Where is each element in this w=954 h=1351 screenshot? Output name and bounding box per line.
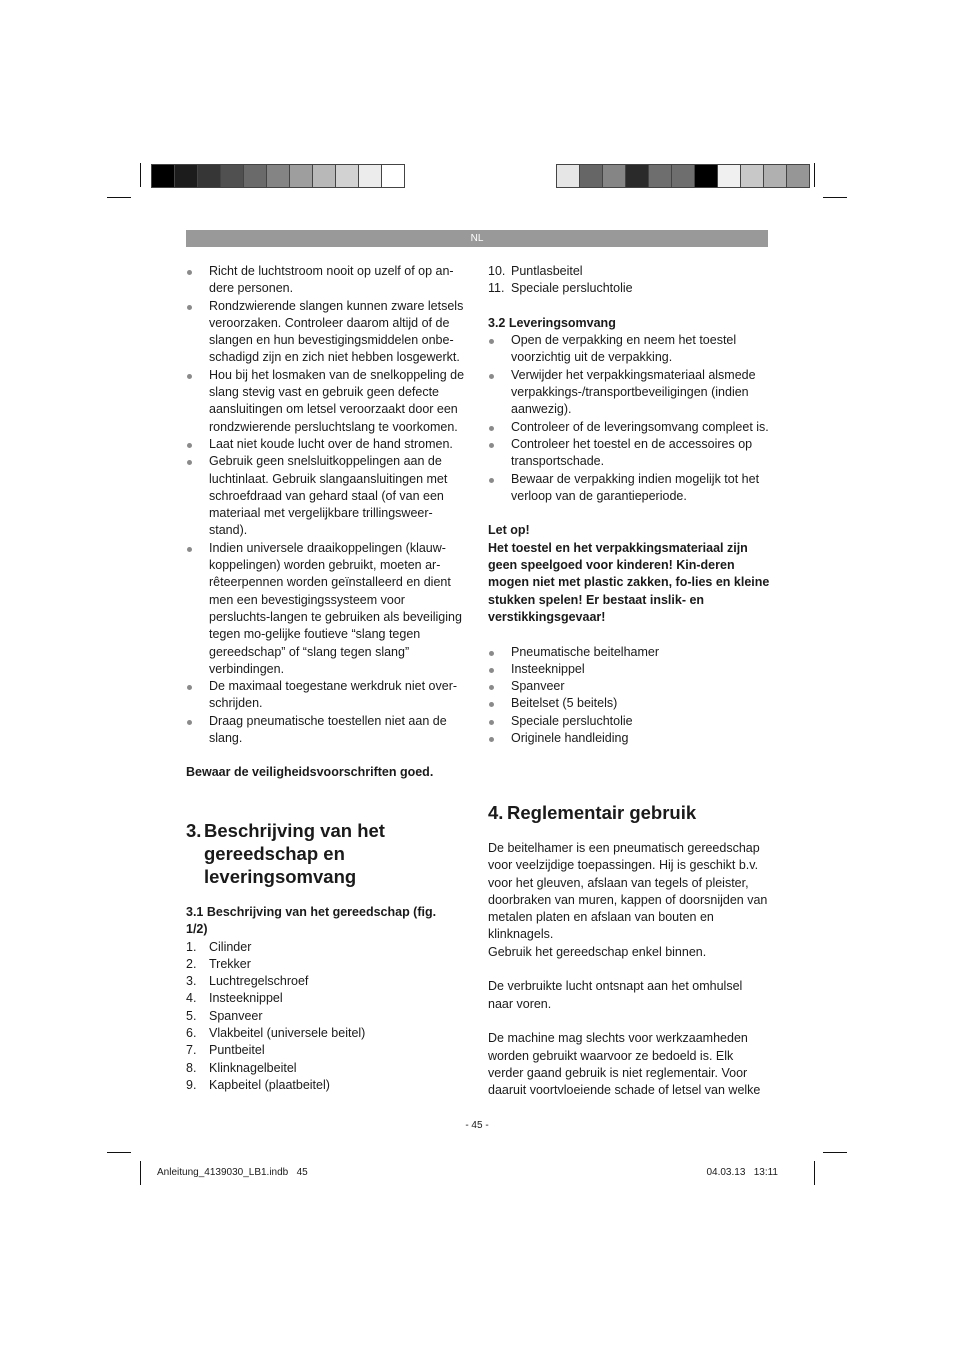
package-item <box>488 678 770 695</box>
part-list-item <box>186 1060 468 1077</box>
left-column <box>186 263 468 782</box>
package-item-text: Spanveer <box>511 679 565 694</box>
part-name: Spanveer <box>209 1008 263 1023</box>
part-list-item <box>186 939 468 956</box>
part-list-item <box>186 1077 468 1094</box>
color-control-strip-right <box>556 164 809 188</box>
bullet-dot-icon <box>187 443 192 448</box>
bullet-dot-icon <box>489 478 494 483</box>
safety-bullet-text: De maximaal toegestane werkdruk niet over-schrijden. <box>209 679 458 711</box>
part-number: 9. <box>186 1077 197 1092</box>
color-swatch <box>289 164 313 188</box>
color-swatch <box>358 164 382 188</box>
package-item-text: Speciale persluchtolie <box>511 713 633 728</box>
part-list-item <box>186 1042 468 1059</box>
safety-bullet <box>186 367 468 436</box>
part-number: 11. <box>488 281 505 296</box>
crop-mark <box>107 197 131 198</box>
delivery-step <box>488 367 770 419</box>
color-swatch <box>602 164 626 188</box>
color-swatch <box>786 164 810 188</box>
color-swatch <box>312 164 336 188</box>
package-item <box>488 730 770 747</box>
section-4-title: Reglementair gebruik <box>507 802 697 823</box>
package-item-text: Beitelset (5 beitels) <box>511 696 618 711</box>
delivery-step-text: Open de verpakking en neem het toestel voorzichtig uit de verpakking. <box>511 333 737 365</box>
exhaust-air-paragraph: De verbruikte lucht ontsnapt aan het omhulsel naar voren. <box>488 979 743 1011</box>
color-swatch <box>266 164 290 188</box>
parts-list-continued <box>488 263 770 298</box>
bullet-dot-icon <box>489 374 494 379</box>
part-number: 8. <box>186 1060 197 1075</box>
safety-bullet <box>186 263 468 298</box>
delivery-step-text: Verwijder het verpakkingsmateriaal alsmede verpakkings-/transportbeveiligingen (indien aanwezig). <box>511 367 756 417</box>
part-list-item <box>186 1008 468 1025</box>
part-list-item <box>186 956 468 973</box>
safety-bullet <box>186 540 468 678</box>
footer-file-name: Anleitung_4139030_LB1.indb 45 <box>157 1167 308 1178</box>
color-swatch <box>740 164 764 188</box>
delivery-step <box>488 332 770 367</box>
crop-mark <box>140 163 141 187</box>
warning-title: Let op! <box>488 523 530 538</box>
package-item-text: Insteeknippel <box>511 661 585 676</box>
package-item <box>488 644 770 661</box>
part-number: 2. <box>186 956 197 971</box>
section-3-number: 3. <box>186 820 202 841</box>
bullet-dot-icon <box>489 685 494 690</box>
subsection-3-1-heading: 3.1 Beschrijving van het gereedschap (fig. 1/2) <box>186 905 437 937</box>
color-swatch <box>243 164 267 188</box>
bullet-dot-icon <box>489 426 494 431</box>
color-swatch <box>671 164 695 188</box>
safety-bullet <box>186 678 468 713</box>
safety-bullet <box>186 298 468 367</box>
part-number: 5. <box>186 1008 197 1023</box>
color-control-strip-left <box>151 164 404 188</box>
part-list-item <box>186 1025 468 1042</box>
section-4-number: 4. <box>488 802 504 823</box>
intended-use-paragraph: De beitelhamer is een pneumatisch gereedschap voor veelzijdige toepassingen. Hij is geschikt b.v. voor het gleuven, afslaan van tegels of pleister, doorbraken van muren, kappen of doorsnijden van metalen platen en afslaan van bouten en klinknagels. <box>488 841 768 942</box>
part-name: Vlakbeitel (universele beitel) <box>209 1026 366 1041</box>
crop-mark <box>814 1161 815 1185</box>
part-number: 10. <box>488 264 506 278</box>
part-name: Kapbeitel (plaatbeitel) <box>209 1077 330 1092</box>
safety-bullet-text: Richt de luchtstroom nooit op uzelf of op an-dere personen. <box>209 264 454 296</box>
safety-bullet-text: Draag pneumatische toestellen niet aan de slang. <box>209 713 447 746</box>
delivery-step-text: Controleer of de leveringsomvang compleet is. <box>511 419 769 434</box>
language-label: NL <box>470 233 484 244</box>
part-number: 6. <box>186 1026 197 1041</box>
part-name: Puntlasbeitel <box>511 264 583 278</box>
part-number: 1. <box>186 939 197 954</box>
bullet-dot-icon <box>489 702 494 707</box>
right-column <box>488 263 770 747</box>
bullet-dot-icon <box>489 720 494 725</box>
part-name: Insteeknippel <box>209 991 283 1006</box>
parts-list <box>186 939 468 1095</box>
part-number: 3. <box>186 974 197 989</box>
section-3-title: Beschrijving van het gereedschap en leveringsomvang <box>204 820 385 887</box>
color-swatch <box>717 164 741 188</box>
part-name: Trekker <box>209 956 251 971</box>
keep-instructions-note: Bewaar de veiligheidsvoorschriften goed. <box>186 765 434 780</box>
crop-mark <box>823 197 847 198</box>
part-name: Speciale persluchtolie <box>511 281 633 296</box>
part-list-item <box>488 280 770 297</box>
section-3-heading <box>186 819 446 888</box>
intended-use-text <box>488 840 770 1099</box>
color-swatch <box>197 164 221 188</box>
subsection-3-2-heading: 3.2 Leveringsomvang <box>488 315 616 330</box>
bullet-dot-icon <box>187 374 192 379</box>
part-list-item <box>186 973 468 990</box>
bullet-dot-icon <box>187 460 192 465</box>
safety-bullet <box>186 713 468 748</box>
warning-text: Het toestel en het verpakkingsmateriaal zijn geen speelgoed voor kinderen! Kin-deren mogen niet met plastic zakken, fo-lies en kleine stukken spelen! Er bestaat inslik- en verstikkingsgevaar! <box>488 540 770 624</box>
color-swatch <box>151 164 175 188</box>
package-item <box>488 661 770 678</box>
part-list-item <box>488 263 770 280</box>
footer-timestamp: 04.03.13 13:11 <box>706 1167 778 1178</box>
bullet-dot-icon <box>489 651 494 656</box>
language-bar <box>186 230 768 247</box>
delivery-step-text: Bewaar de verpakking indien mogelijk tot het verloop van de garantieperiode. <box>511 471 760 503</box>
part-name: Cilinder <box>209 939 252 954</box>
bullet-dot-icon <box>489 668 494 673</box>
package-item <box>488 713 770 730</box>
color-swatch <box>763 164 787 188</box>
bullet-dot-icon <box>489 737 494 742</box>
part-name: Klinknagelbeitel <box>209 1060 297 1075</box>
color-swatch <box>556 164 580 188</box>
safety-bullet-text: Indien universele draaikoppelingen (klauw-koppelingen) worden gebruikt, moeten ar-rêteerpennen worden geïnstalleerd en dient men een bevestigingssysteem voor persluchts-langen te gebruiken als beveiliging tegen mo-gelijke foutieve “slang tegen gereedschap” of “slang tegen slang” verbindingen. <box>209 540 462 676</box>
indoor-use-note: Gebruik het gereedschap enkel binnen. <box>488 944 707 959</box>
section-4-heading <box>488 801 770 824</box>
part-number: 7. <box>186 1043 197 1058</box>
bullet-dot-icon <box>187 720 192 725</box>
color-swatch <box>381 164 405 188</box>
part-list-item <box>186 990 468 1007</box>
bullet-dot-icon <box>187 685 192 690</box>
parts-description <box>186 904 468 1094</box>
color-swatch <box>220 164 244 188</box>
color-swatch <box>648 164 672 188</box>
part-name: Luchtregelschroef <box>209 974 309 989</box>
package-item-text: Originele handleiding <box>511 731 629 746</box>
color-swatch <box>335 164 359 188</box>
crop-mark <box>140 1161 141 1185</box>
crop-mark <box>823 1152 847 1153</box>
part-name: Puntbeitel <box>209 1043 265 1058</box>
safety-bullet-text: Laat niet koude lucht over de hand stromen. <box>209 436 453 451</box>
package-contents-list <box>488 644 770 748</box>
color-swatch <box>174 164 198 188</box>
page-number: - 45 - <box>465 1120 489 1131</box>
safety-bullet <box>186 453 468 539</box>
bullet-dot-icon <box>187 270 192 275</box>
delivery-step <box>488 419 770 436</box>
safety-bullet-text: Rondzwierende slangen kunnen zware letsels veroorzaken. Controleer daarom altijd of de slangen en hun bevestigingsmiddelen onbe-schadigd zijn en zich niet hebben losgewerkt. <box>209 298 464 365</box>
safety-bullet <box>186 436 468 453</box>
delivery-step-text: Controleer het toestel en de accessoires op transportschade. <box>511 436 753 469</box>
color-swatch <box>579 164 603 188</box>
color-swatch <box>625 164 649 188</box>
safety-bullet-list <box>186 263 468 747</box>
safety-bullet-text: Hou bij het losmaken van de snelkoppeling de slang stevig vast en gebruik geen defecte aansluitingen om letsel veroorzaakt door een rondzwierende persluchtslang te voorkomen. <box>209 367 465 434</box>
bullet-dot-icon <box>187 547 192 552</box>
crop-mark <box>814 163 815 187</box>
part-number: 4. <box>186 991 197 1006</box>
proper-use-paragraph: De machine mag slechts voor werkzaamheden worden gebruikt waarvoor ze bedoeld is. Elk verder gaand gebruik is niet reglementair. Voor daaruit voortvloeiende schade of letsel van welke <box>488 1031 761 1098</box>
delivery-step <box>488 436 770 471</box>
color-swatch <box>694 164 718 188</box>
package-item-text: Pneumatische beitelhamer <box>511 644 659 659</box>
safety-bullet-text: Gebruik geen snelsluitkoppelingen aan de luchtinlaat. Gebruik slangaansluitingen met schroefdraad van gehard staal (of van een materiaal met vergelijkbare trillingsweer-stand). <box>209 454 448 538</box>
package-item <box>488 695 770 712</box>
crop-mark <box>107 1152 131 1153</box>
bullet-dot-icon <box>489 339 494 344</box>
delivery-step <box>488 471 770 506</box>
bullet-dot-icon <box>489 443 494 448</box>
delivery-steps-list <box>488 332 770 505</box>
bullet-dot-icon <box>187 305 192 310</box>
